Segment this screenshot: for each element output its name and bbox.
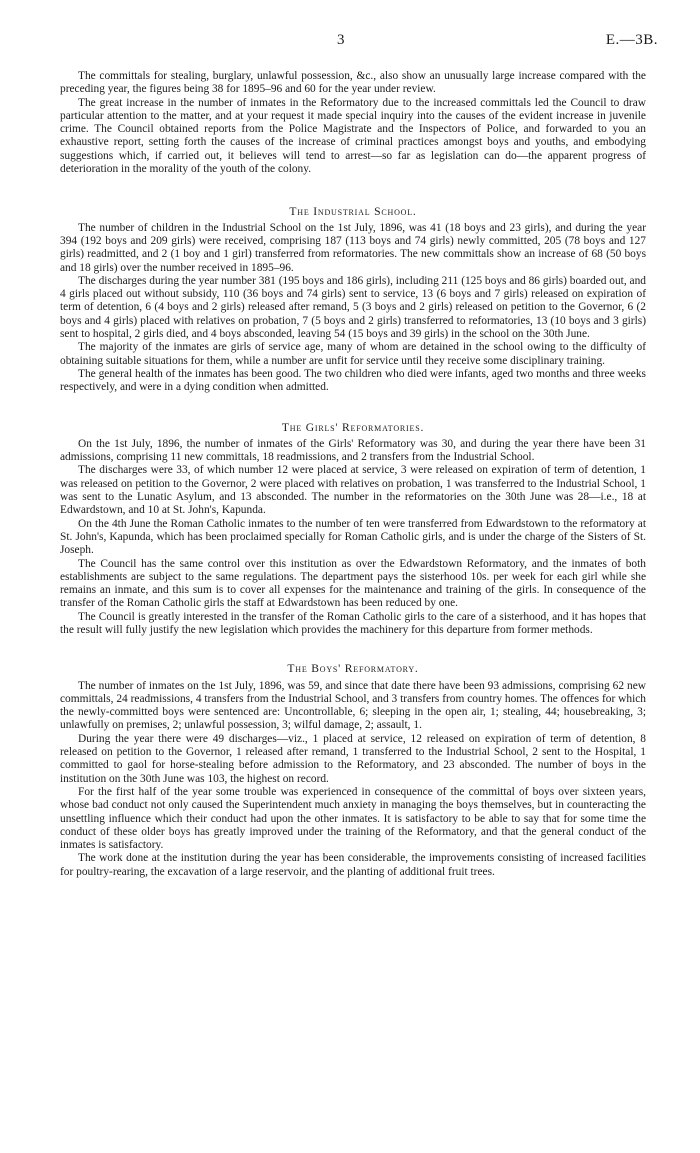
body-text [60, 70, 646, 879]
paragraph: The great increase in the number of inmates in the Reformatory due to the increased committals led the Council to draw particular attention to the matter, and at your request it made special inquiry into the causes of the evident increase in juvenile crime. The Council obtained reports from the Police Magistrate and the Inspectors of Police, and forwarded to you an exhaustive report, setting forth the causes of the increase of criminal practices amongst boys and youths, and embodying suggestions which, if carried out, it believes will tend to arrest—so far as legislation can do—the apparent progress of deterioration in the morality of the youth of the colony. [60, 96, 646, 176]
paragraph: The number of inmates on the 1st July, 1896, was 59, and since that date there have been 93 admissions, comprising 62 new committals, 24 readmissions, 4 transfers from the Industrial School, and 3 transfers from country homes. The offences for which the newly-committed boys were sentenced are: Uncontrollable, 6; sleeping in the open air, 1; stealing, 44; housebreaking, 3; unlawfully on premises, 2; unlawful possession, 3; wilful damage, 2; assault, 1. [60, 679, 646, 732]
paragraph: The number of children in the Industrial School on the 1st July, 1896, was 41 (18 boys and 23 girls), and during the year 394 (192 boys and 209 girls) were received, comprising 187 (113 boys and 74 girls) newly committed, 205 (78 boys and 127 girls) readmitted, and 2 (1 boy and 1 girl) transferred from reformatories. The new committals show an increase of 68 (50 boys and 18 girls) over the number received in 1895–96. [60, 221, 646, 274]
paragraph: For the first half of the year some trouble was experienced in consequence of the committal of boys over sixteen years, whose bad conduct not only caused the Superintendent much anxiety in managing the boys themselves, but in counteracting the unsettling influence which their conduct had upon the other inmates. It is satisfactory to be able to say that for some time the conduct of these older boys has greatly improved under the training of the Reformatory, and that the general conduct of the inmates is satisfactory. [60, 785, 646, 852]
paragraph: The general health of the inmates has been good. The two children who died were infants, aged two months and three weeks respectively, and were in a dying condition when admitted. [60, 367, 646, 394]
section-heading-industrial-school: The Industrial School. [289, 205, 417, 219]
document-reference: E.—3B. [605, 32, 658, 48]
paragraph: The Council has the same control over this institution as over the Edwardstown Reformatory, and the inmates of both establishments are subject to the same regulations. The department pays the sisterhood 10s. per week for each girl while she remains an inmate, and this sum is to cover all expenses for the maintenance and training of the girls. In consequence of the transfer of the Roman Catholic girls the staff at Edwardstown has been reduced by one. [60, 557, 646, 610]
paragraph: The Council is greatly interested in the transfer of the Roman Catholic girls to the care of a sisterhood, and it has hopes that the result will fully justify the new legislation which provides the machinery for this departure from former methods. [60, 610, 646, 636]
paragraph: The work done at the institution during the year has been considerable, the improvements consisting of increased facilities for poultry-rearing, the excavation of a large reservoir, and the planting of additional fruit trees. [60, 852, 646, 878]
page-header [0, 34, 700, 52]
section-heading-girls-reformatories: The Girls' Reformatories. [281, 420, 425, 434]
paragraph: During the year there were 49 discharges—viz., 1 placed at service, 12 released on expiration of term of detention, 8 released on petition to the Governor, 1 released after remand, 1 transferred to the Industrial School, 2 sent to the Hospital, 1 committed to gaol for horse-stealing before admission to the Reformatory, and 23 absconded. The number of boys in the institution on the 30th June was 103, the highest on record. [60, 732, 646, 785]
paragraph: On the 4th June the Roman Catholic inmates to the number of ten were transferred from Edwardstown to the reformatory at St. John's, Kapunda, which has been proclaimed specially for Roman Catholic girls, and is under the charge of the Sisters of St. Joseph. [60, 517, 646, 557]
paragraph: The discharges during the year number 381 (195 boys and 186 girls), including 211 (125 boys and 86 girls) boarded out, and 4 girls placed out without subsidy, 110 (36 boys and 74 girls) sent to service, 13 (6 boys and 7 girls) released on expiration of term of detention, 6 (4 boys and 2 girls) released after remand, 5 (3 boys and 2 girls) released on petition to the Governor, 6 (2 boys and 4 girls) placed with relatives on probation, 7 (5 boys and 2 girls) transferred to reformatories, 13 (10 boys and 3 girls) sent to hospital, 2 girls died, and 4 boys absconded, leaving 54 (15 boys and 39 girls) in the school on the 30th June. [60, 274, 646, 341]
section-heading-boys-reformatory: The Boys' Reformatory. [287, 662, 419, 676]
paragraph: The committals for stealing, burglary, unlawful possession, &c., also show an unusually large increase compared with the preceding year, the figures being 38 for 1895–96 and 60 for the year under review. [60, 70, 646, 96]
paragraph: The discharges were 33, of which number 12 were placed at service, 3 were released on expiration of term of detention, 1 was released on petition to the Governor, 2 were placed with relatives on probation, 1 was transferred to the Industrial School, 1 was sent to the Lunatic Asylum, and 13 absconded. The number in the reformatories on the 30th June was 28—i.e., 18 at Edwardstown, and 10 at St. John's, Kapunda. [60, 464, 646, 517]
paragraph: On the 1st July, 1896, the number of inmates of the Girls' Reformatory was 30, and during the year there have been 31 admissions, comprising 11 new committals, 18 readmissions, and 2 transfers from the Industrial School. [60, 437, 646, 464]
paragraph: The majority of the inmates are girls of service age, many of whom are detained in the school owing to the difficulty of obtaining suitable situations for them, while a number are unfit for service until they receive some disciplinary training. [60, 341, 646, 367]
page-number: 3 [337, 32, 345, 48]
